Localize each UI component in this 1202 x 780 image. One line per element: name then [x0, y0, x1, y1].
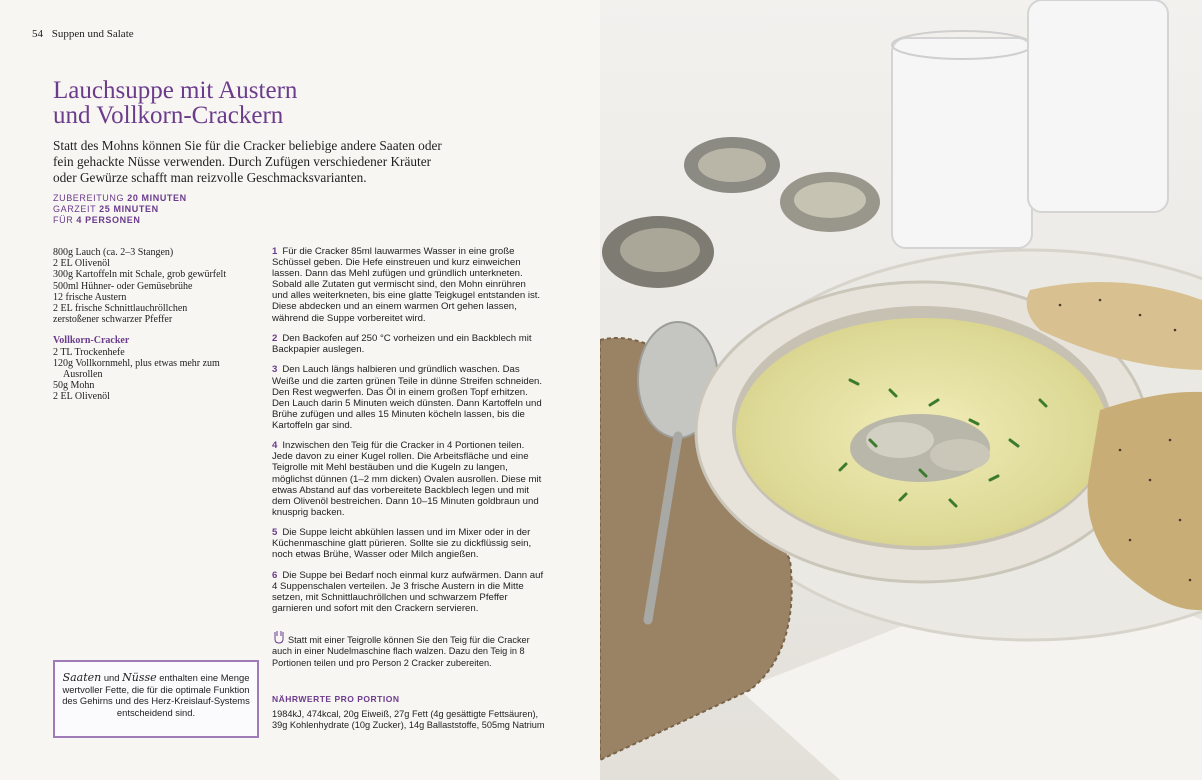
step-2: 2 Den Backofen auf 250 °C vorheizen und ein Backblech mit Backpapier auslegen. [272, 332, 532, 356]
rolling-pin-icon [272, 630, 286, 646]
cracker-ingredient-item: 2 EL Olivenöl [53, 391, 110, 403]
ingredient-item: zerstoßener schwarzer Pfeffer [53, 314, 173, 326]
ingredient-item: 500ml Hühner- oder Gemüsebrühe [53, 280, 193, 292]
step-4: 4 Inzwischen den Teig für die Cracker in 4 Portionen teilen. Jede davon zu einer Kugel rollen. Die Arbeitsfläche und eine Teigrolle mit Mehl bestäuben und die Kugeln zu langen, möglichst dünnen (1–2 mm dicken) Ovalen ausrollen. Diese mit etwas Abstand auf das vorbereitete Backblech legen und mit dem Olivenöl bestreichen. Dann 10–15 Minuten goldbraun und knusprig backen. [272, 440, 542, 518]
cook-time: GARZEIT 25 MINUTEN [53, 204, 159, 214]
running-header [32, 28, 134, 40]
ingredient-item: 2 EL Olivenöl [53, 258, 110, 270]
water-glass [1028, 0, 1168, 212]
food-photo [600, 0, 1202, 780]
water-glass [892, 31, 1032, 248]
info-box-word2: Nüsse [122, 671, 157, 684]
cracker-ingredient-item: Ausrollen [63, 369, 103, 381]
ingredient-item: 800g Lauch (ca. 2–3 Stangen) [53, 247, 174, 258]
info-box-and: und [103, 672, 120, 683]
soup-photo-illustration [600, 0, 1202, 780]
cracker-heading: Vollkorn-Cracker [53, 335, 130, 347]
section-title: Suppen und Salate [51, 28, 134, 40]
tip-note [272, 630, 544, 669]
page-number: 54 [32, 28, 43, 40]
method-steps [272, 246, 544, 624]
nutrition-text: 1984kJ, 474kcal, 20g Eiweiß, 27g Fett (4g gesättigte Fettsäuren), 39g Kohlenhydrate (10g Zucker), 14g Ballaststoffe, 505mg Natrium [272, 709, 545, 731]
info-box [53, 660, 259, 738]
tip-text: Statt mit einer Teigrolle können Sie den Teig für die Cracker auch in einer Nudelmaschine flach walzen. Dazu den Teig in 8 Portionen teilen und pro Person 2 Cracker zubereiten. [272, 635, 530, 668]
recipe-times [53, 193, 187, 226]
step-6: 6 Die Suppe bei Bedarf noch einmal kurz aufwärmen. Dann auf 4 Suppenschalen verteilen. Je 3 frische Austern in die Mitte setzen, mit Schnittlauchröllchen und schwarzem Pfeffer garnieren und sofort mit den Crackern servieren. [272, 569, 544, 615]
prep-time: ZUBEREITUNG 20 MINUTEN [53, 193, 187, 203]
recipe-intro: Statt des Mohns können Sie für die Cracker beliebige andere Saaten oder fein gehackte Nüsse verwenden. Durch Zufügen verschiedener Kräuter oder Gewürze schafft man reizvolle Geschmacksvarianten. [53, 138, 442, 185]
info-box-word1: Saaten [62, 671, 102, 684]
nutrition-info [272, 694, 548, 732]
step-1: 1 Für die Cracker 85ml lauwarmes Wasser in eine große Schüssel geben. Die Hefe einstreuen und kurz einweichen lassen. Dann das Mehl zufügen und gründlich unterkneten. Sobald alle Zutaten gut vermischt sind, den Mohn einrühren und alles weiterkneten, bis eine glatte Teigkugel entstanden ist. Diese abdecken und an einem warmen Ort gehen lassen, während die Suppe vorbereitet wird. [272, 246, 541, 324]
recipe-title-line2: und Vollkorn-Crackern [53, 102, 284, 129]
step-3: 3 Den Lauch längs halbieren und gründlich waschen. Das Weiße und die zarten grünen Teile in dünne Streifen schneiden. Den Rest wegwerfen. Das Öl in einem großen Topf erhitzen. Den Lauch darin 5 Minuten weich dünsten. Dann Kartoffeln und Brühe zufügen und alles 15 Minuten köcheln lassen, bis die Kartoffeln gar sind. [272, 364, 543, 431]
cracker-ingredient-item: 2 TL Trockenhefe [53, 346, 125, 358]
ingredient-item: 12 frische Austern [53, 291, 127, 303]
left-page [0, 0, 600, 780]
nutrition-heading: NÄHRWERTE PRO PORTION [272, 694, 400, 704]
cracker-ingredient-item: 120g Vollkornmehl, plus etwas mehr zum [53, 357, 220, 369]
ingredient-list [53, 247, 258, 403]
ingredient-item: 2 EL frische Schnittlauchröllchen [53, 303, 188, 315]
info-box-text: enthalten eine Menge wertvoller Fette, die für die optimale Funktion des Gehirns und des Herz-Kreislauf-Systems entscheidend sind. [62, 672, 250, 718]
step-5: 5 Die Suppe leicht abkühlen lassen und im Mixer oder in der Küchenmaschine glatt pürieren. Sollte sie zu dickflüssig sein, noch etwas Brühe, Wasser oder Milch angießen. [272, 527, 532, 561]
servings: FÜR 4 PERSONEN [53, 215, 141, 225]
ingredient-item: 300g Kartoffeln mit Schale, grob gewürfelt [53, 269, 227, 281]
cracker-ingredient-item: 50g Mohn [53, 380, 95, 392]
recipe-title [53, 78, 493, 128]
recipe-title-line1: Lauchsuppe mit Austern [53, 77, 298, 104]
